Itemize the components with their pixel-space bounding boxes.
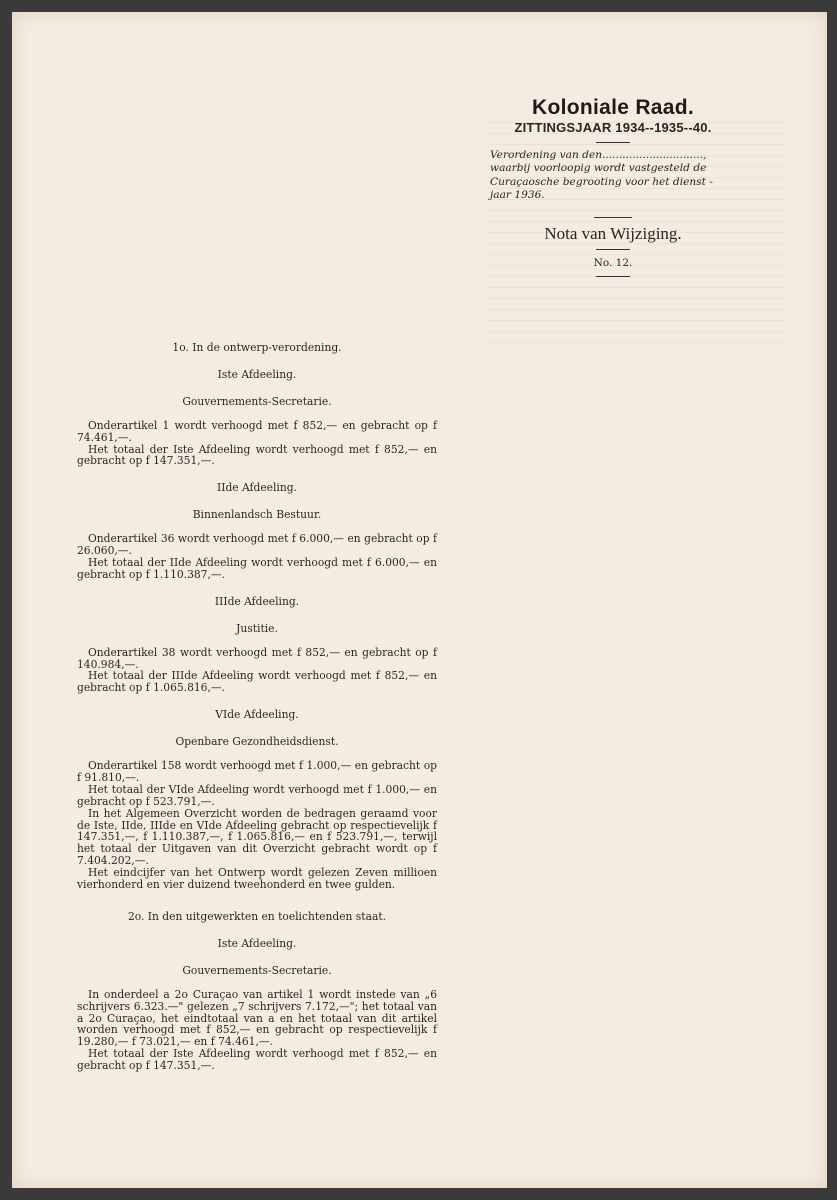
divider: [596, 276, 630, 277]
section-heading: 1o. In de ontwerp-verordening.: [172, 341, 342, 354]
afdeeling-text: [77, 760, 437, 891]
afdeeling-title: Iste Afdeeling.: [217, 367, 297, 381]
intro-line: waarbij voorloopig wordt vastgesteld de: [490, 162, 707, 175]
paragraph: Het totaal der VIde Afdeeling wordt verhoogd met f 1.000,— en gebracht op f 523.791,—.: [77, 782, 437, 808]
nota-title: Nota van Wijziging.: [544, 223, 682, 243]
intro-line: Verordening van den..............................,: [490, 149, 707, 161]
afdeeling-text: [77, 647, 437, 695]
paragraph: Het eindcijfer van het Ontwerp wordt gelezen Zeven millioen vierhonderd en vier duizend tweehonderd en twee gulden.: [77, 866, 437, 892]
intro-line: jaar 1936.: [490, 189, 545, 202]
paragraph: Het totaal der Iste Afdeeling wordt verhoogd met f 852,— en gebracht op f 147.351,—.: [77, 442, 437, 468]
paragraph: Het totaal der IIde Afdeeling wordt verhoogd met f 6.000,— en gebracht op f 1.110.387,—.: [77, 555, 437, 581]
divider: [596, 142, 630, 143]
document-header: [488, 96, 738, 283]
document-page: [12, 12, 827, 1188]
council-title: Koloniale Raad.: [531, 96, 695, 119]
paragraph: Onderartikel 158 wordt verhoogd met f 1.000,— en gebracht op f 91.810,—.: [77, 759, 437, 784]
paragraph: In onderdeel a 2o Curaçao van artikel 1 wordt instede van „6 schrijvers 6.323.—" gelezen „7 schrijvers 7.172,—"; het totaal van a 2o Curaçao, het eindtotaal van a en het totaal van dit artikel worden verhoogd met f 852,— en gebracht op respectievelijk f 19.280,— f 73.021,— en f 74.461,—.: [77, 987, 437, 1049]
document-body: [77, 342, 437, 1072]
intro-line: Curaçaosche begrooting voor het dienst -: [490, 175, 713, 188]
nota-number: No. 12.: [593, 256, 633, 269]
afdeeling-text: [77, 989, 437, 1072]
afdeeling-text: [77, 420, 437, 468]
afdeeling-title: VIde Afdeeling.: [215, 708, 299, 722]
divider: [594, 217, 632, 218]
paragraph: Het totaal der Iste Afdeeling wordt verhoogd met f 852,— en gebracht op f 147.351,—.: [77, 1047, 437, 1073]
afdeeling-text: [77, 533, 437, 581]
section-heading: 2o. In den uitgewerkten en toelichtenden staat.: [127, 910, 387, 923]
department-title: Gouvernements-Secretarie.: [182, 394, 332, 408]
paragraph: Onderartikel 36 wordt verhoogd met f 6.000,— en gebracht op f 26.060,—.: [77, 532, 437, 558]
department-title: Gouvernements-Secretarie.: [182, 963, 332, 977]
department-title: Justitie.: [236, 621, 278, 635]
paragraph: In het Algemeen Overzicht worden de bedragen geraamd voor de Iste, IIde, IIIde en VIde Afdeeling gebracht op respectievelijk f 147.351,—, f 1.110.387,—, f 1.065.816,— en f 523.791,—, terwijl het totaal der Uitgaven van dit Overzicht gebracht wordt op f 7.404.202,—.: [77, 806, 437, 868]
afdeeling-title: IIIde Afdeeling.: [214, 594, 300, 608]
divider: [596, 249, 630, 250]
paragraph: Het totaal der IIIde Afdeeling wordt verhoogd met f 852,— en gebracht op f 1.065.816,—.: [77, 669, 437, 695]
paragraph: Onderartikel 1 wordt verhoogd met f 852,— en gebracht op f 74.461,—.: [77, 418, 437, 444]
afdeeling-title: IIde Afdeeling.: [217, 481, 297, 495]
session-year: ZITTINGSJAAR 1934--1935--40.: [514, 120, 712, 135]
afdeeling-title: Iste Afdeeling.: [217, 936, 297, 950]
department-title: Binnenlandsch Bestuur.: [192, 508, 322, 522]
ordinance-intro: [490, 149, 738, 203]
paragraph: Onderartikel 38 wordt verhoogd met f 852,— en gebracht op f 140.984,—.: [77, 645, 437, 671]
department-title: Openbare Gezondheidsdienst.: [175, 735, 339, 749]
